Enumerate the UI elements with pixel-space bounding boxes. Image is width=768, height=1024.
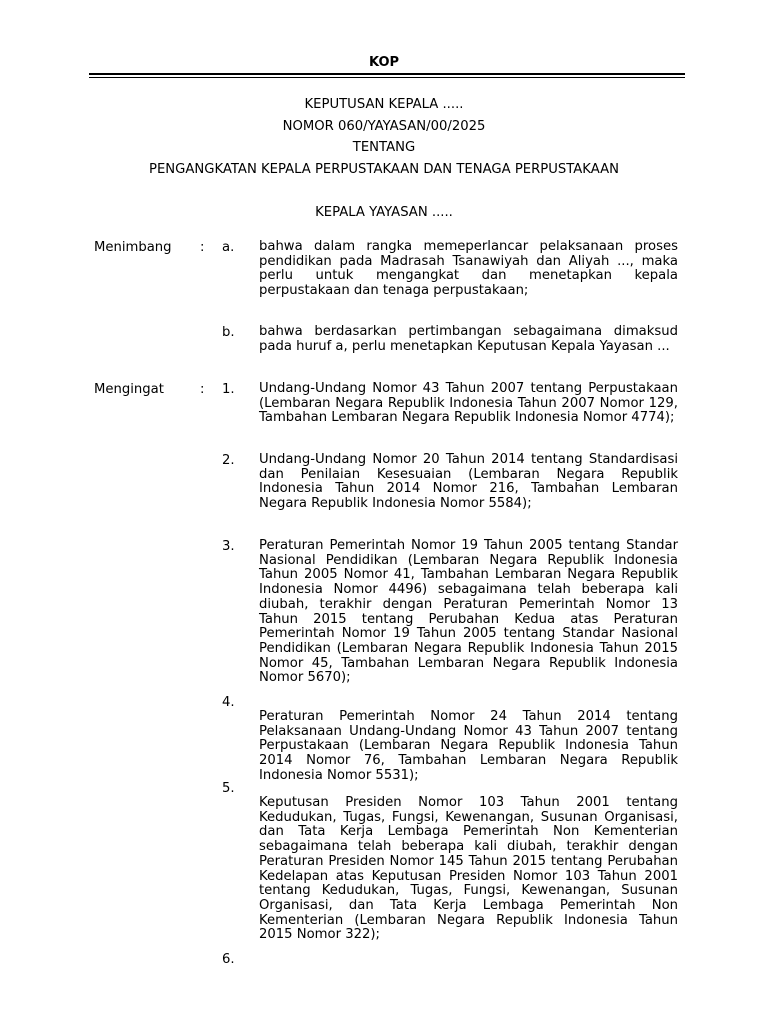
mengingat-item-5: Keputusan Presiden Nomor 103 Tahun 2001 tentang Kedudukan, Tugas, Fungsi, Kewenangan, Susunan Organisasi, dan Tata Kerja Lembaga Pemerintah Non Kementerian sebagaimana telah beberapa kali diubah, terakhir dengan Peraturan Presiden Nomor 145 Tahun 2015 tentang Perubahan Kedelapan atas Keputusan Presiden Nomor 103 Tahun 2001 tentang Kedudukan, Tugas, Fungsi, Kewenangan, Susunan Organisasi, dan Tata Kerja Lembaga Pemerintah Non Kementerian (Lembaran Negara Republik Indonesia Tahun 2015 Nomor 322);: [259, 795, 678, 943]
menimbang-item-a: bahwa dalam rangka memeperlancar pelaksanaan proses pendidikan pada Madrasah Tsanawiyah dan Aliyah ..., maka perlu untuk mengangkat dan menetapkan kepala perpustakaan dan tenaga perpustakaan;: [259, 239, 678, 299]
decree-subject: PENGANGKATAN KEPALA PERPUSTAKAAN DAN TENAGA PERPUSTAKAAN: [149, 162, 619, 177]
menimbang-marker-b: b.: [222, 325, 235, 340]
mengingat-item-4: Peraturan Pemerintah Nomor 24 Tahun 2014 tentang Pelaksanaan Undang-Undang Nomor 43 Tahun 2007 tentang Perpustakaan (Lembaran Negara Republik Indonesia Tahun 2014 Nomor 76, Tambahan Lembaran Negara Republik Indonesia Nomor 5531);: [259, 709, 678, 783]
mengingat-marker-4: 4.: [222, 695, 235, 710]
menimbang-label: Menimbang: [94, 240, 172, 255]
mengingat-item-3: Peraturan Pemerintah Nomor 19 Tahun 2005 tentang Standar Nasional Pendidikan (Lembaran Negara Republik Indonesia Tahun 2005 Nomor 41, Tambahan Lembaran Negara Republik Indonesia Nomor 4496) sebagaimana telah beberapa kali diubah, terakhir dengan Peraturan Pemerintah Nomor 13 Tahun 2015 tentang Perubahan Kedua atas Peraturan Pemerintah Nomor 19 Tahun 2005 tentang Standar Nasional Pendidikan (Lembaran Negara Republik Indonesia Tahun 2015 Nomor 45, Tambahan Lembaran Negara Republik Indonesia Nomor 5670);: [259, 538, 678, 686]
mengingat-label: Mengingat: [94, 382, 164, 397]
mengingat-marker-1: 1.: [222, 382, 235, 397]
mengingat-colon: :: [200, 382, 205, 397]
decree-number: NOMOR 060/YAYASAN/00/2025: [282, 119, 486, 134]
mengingat-item-1: Undang-Undang Nomor 43 Tahun 2007 tentang Perpustakaan (Lembaran Negara Republik Indonesia Tahun 2007 Nomor 129, Tambahan Lembaran Negara Republik Indonesia Nomor 4774);: [259, 381, 678, 426]
mengingat-marker-2: 2.: [222, 453, 235, 468]
decree-tentang: TENTANG: [352, 140, 416, 155]
letterhead-rule-thin: [89, 77, 685, 78]
letterhead-kop: KOP: [368, 55, 400, 70]
mengingat-marker-5: 5.: [222, 781, 235, 796]
mengingat-marker-3: 3.: [222, 539, 235, 554]
mengingat-marker-6: 6.: [222, 952, 235, 967]
menimbang-item-b: bahwa berdasarkan pertimbangan sebagaimana dimaksud pada huruf a, perlu menetapkan Keputusan Kepala Yayasan ...: [259, 324, 678, 354]
issuer-title: KEPALA YAYASAN .....: [315, 205, 453, 220]
letterhead-rule-thick: [89, 73, 685, 75]
menimbang-colon: :: [200, 240, 205, 255]
menimbang-marker-a: a.: [222, 240, 235, 255]
mengingat-item-2: Undang-Undang Nomor 20 Tahun 2014 tentang Standardisasi dan Penilaian Kesesuaian (Lembaran Negara Republik Indonesia Tahun 2014 Nomor 216, Tambahan Lembaran Negara Republik Indonesia Nomor 5584);: [259, 452, 678, 512]
decree-title: KEPUTUSAN KEPALA .....: [304, 97, 464, 112]
